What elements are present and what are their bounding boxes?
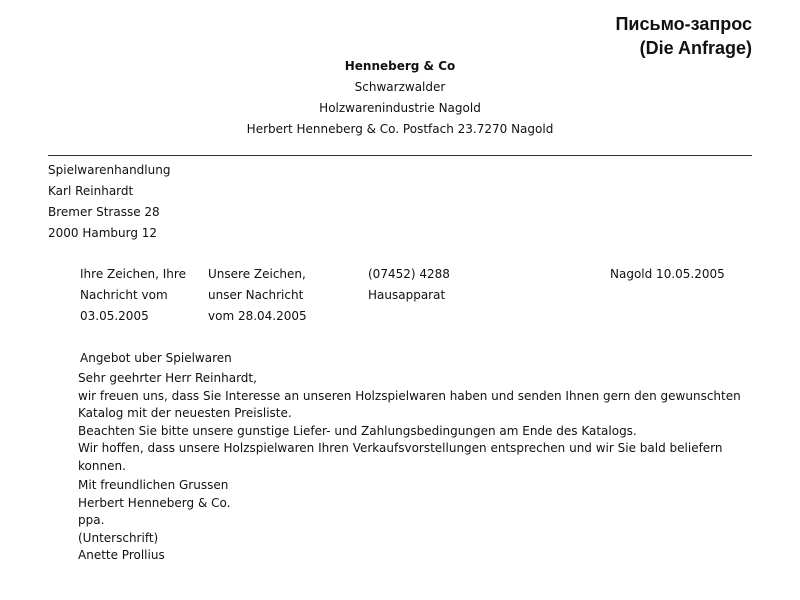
sender-address: Herbert Henneberg & Co. Postfach 23.7270 Nagold [246,122,554,136]
ref-your-sign-line-2: Nachricht vom [80,288,168,302]
ref-phone-number: (07452) 4288 [368,267,450,281]
body-paragraph-3-line-1: Wir hoffen, dass unsere Holzspielwaren Ihren Verkaufsvorstellungen entsprechen und wir Sie bald beliefern [78,441,723,455]
closing-ppa: ppa. [78,513,105,527]
slide-title [615,12,752,60]
recipient-address [48,160,170,244]
ref-our-sign-date: vom 28.04.2005 [208,309,307,323]
ref-your-sign-date: 03.05.2005 [80,309,149,323]
ref-phone-extension: Hausapparat [368,288,446,302]
ref-place-date [610,264,725,285]
closing-signature: (Unterschrift) [78,530,159,545]
ref-your-sign [80,264,186,327]
letter-subject: Angebot uber Spielwaren [80,351,232,365]
closing-name: Anette Prollius [78,548,165,562]
ref-place-date-text: Nagold 10.05.2005 [610,267,725,281]
sender-line-3: Holzwarenindustrie Nagold [319,101,481,115]
letter-body [78,370,758,475]
ref-our-sign [208,264,307,327]
ref-our-sign-line-2: unser Nachricht [208,288,304,302]
reference-line [0,264,800,330]
letterhead-sender [0,56,800,140]
body-paragraph-3-line-2: konnen. [78,458,126,473]
title-german: (Die Anfrage) [639,38,752,58]
recipient-line-2: Karl Reinhardt [48,184,134,198]
ref-your-sign-line-1: Ihre Zeichen, Ihre [80,267,186,281]
body-paragraph-1-line-1: wir freuen uns, dass Sie Interesse an unseren Holzspielwaren haben und senden Ihnen gern den gewunschten [78,388,741,403]
body-paragraph-1-line-2: Katalog mit der neuesten Preisliste. [78,406,292,420]
ref-our-sign-line-1: Unsere Zeichen, [208,267,306,281]
sender-company: Henneberg & Co [344,59,456,73]
recipient-line-4: 2000 Hamburg 12 [48,226,158,240]
title-russian: Письмо-запрос [615,14,752,34]
recipient-line-3: Bremer Strasse 28 [48,205,160,219]
letterhead-divider [48,155,752,156]
body-paragraph-2: Beachten Sie bitte unsere gunstige Liefer- und Zahlungsbedingungen am Ende des Katalogs. [78,423,637,438]
closing-greeting: Mit freundlichen Grussen [78,478,229,492]
sender-line-2: Schwarzwalder [354,80,446,94]
closing-company: Herbert Henneberg & Co. [78,495,231,510]
salutation: Sehr geehrter Herr Reinhardt, [78,371,257,385]
recipient-line-1: Spielwarenhandlung [48,163,171,177]
ref-phone [368,264,450,306]
letter-closing [78,477,230,565]
